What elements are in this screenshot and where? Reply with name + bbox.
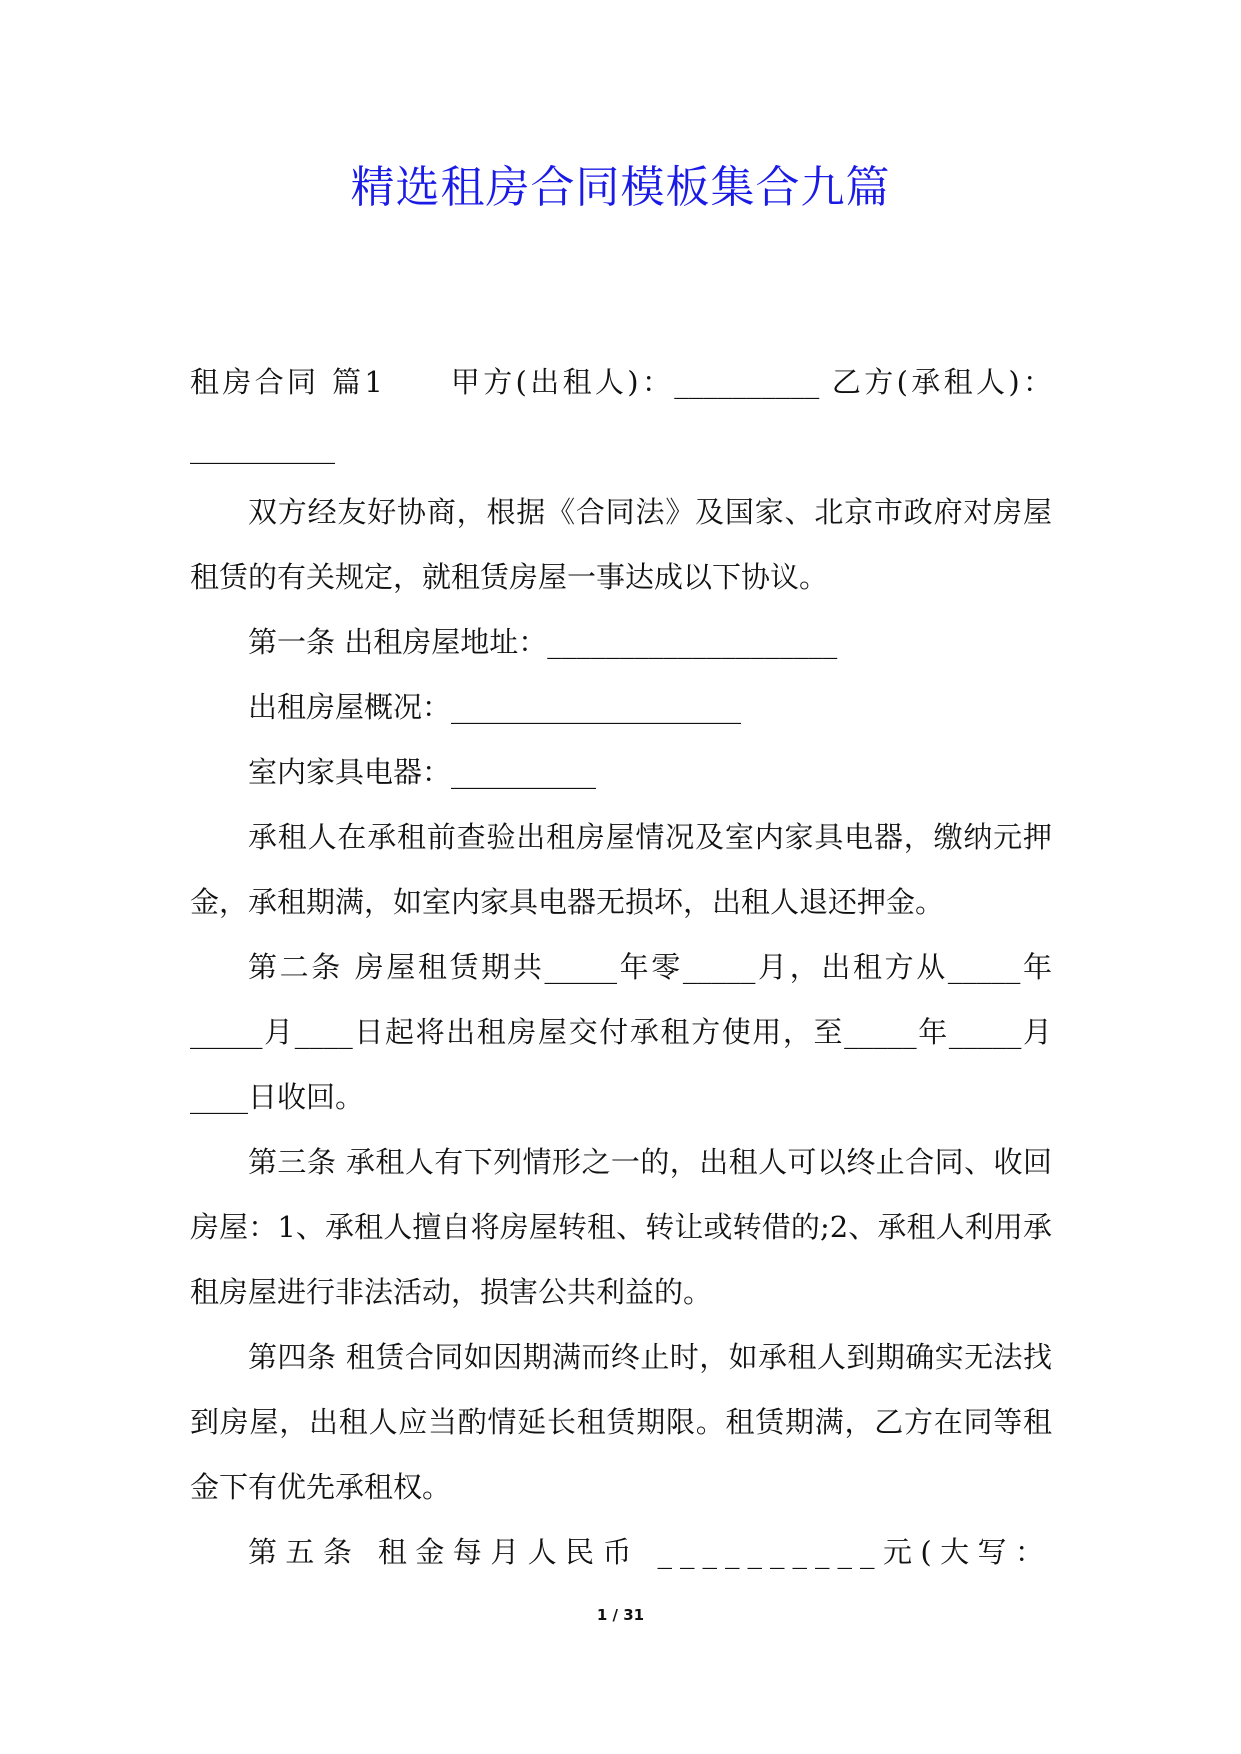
paragraph-article-5: 第五条 租金每月人民币 __________元(大写：: [248, 1535, 1052, 1569]
page-number: 1 / 31: [596, 1606, 645, 1624]
paragraph-overview: 出租房屋概况：____________________: [248, 690, 742, 724]
paragraph-article-4: 第四条 租赁合同如因期满而终止时，如承租人到期确实无法找到房屋，出租人应当酌情延长租赁期限。租赁期满，乙方在同等租金下有优先承租权。: [190, 1340, 1052, 1504]
paragraph-intro: 双方经友好协商，根据《合同法》及国家、北京市政府对房屋租赁的有关规定，就租赁房屋一事达成以下协议。: [190, 495, 1052, 594]
document-body: [190, 350, 1052, 1585]
document-title: 精选租房合同模板集合九篇: [350, 162, 891, 213]
paragraph-article-1: 第一条 出租房屋地址：____________________: [248, 625, 838, 659]
paragraph-header: 租房合同 篇1 甲方(出租人)：__________ 乙方(承租人)：__________: [190, 365, 1052, 464]
paragraph-article-3: 第三条 承租人有下列情形之一的，出租人可以终止合同、收回房屋：1、承租人擅自将房屋转租、转让或转借的;2、承租人利用承租房屋进行非法活动，损害公共利益的。: [190, 1145, 1052, 1309]
paragraph-deposit: 承租人在承租前查验出租房屋情况及室内家具电器，缴纳元押金，承租期满，如室内家具电器无损坏，出租人退还押金。: [190, 820, 1052, 919]
paragraph-article-2: 第二条 房屋租赁期共_____年零_____月，出租方从_____年_____月____日起将出租房屋交付承租方使用，至_____年_____月____日收回。: [190, 950, 1052, 1114]
paragraph-furniture: 室内家具电器：__________: [248, 755, 597, 789]
